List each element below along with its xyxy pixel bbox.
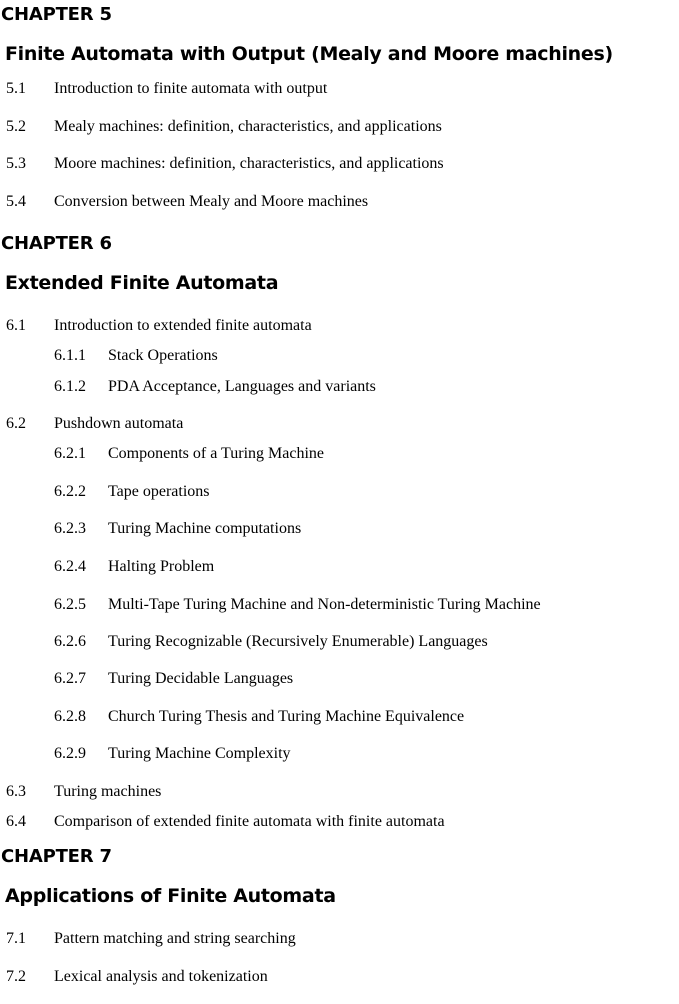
section-title: Comparison of extended finite automata with finite automata bbox=[54, 813, 445, 830]
chapter-heading: CHAPTER 5 bbox=[1, 4, 112, 25]
section-title: Mealy machines: definition, characteristics, and applications bbox=[54, 118, 442, 135]
chapter-heading: CHAPTER 7 bbox=[1, 846, 112, 867]
section-title: Lexical analysis and tokenization bbox=[54, 968, 268, 985]
subsection-title: Turing Recognizable (Recursively Enumerable) Languages bbox=[108, 633, 488, 650]
subsection-number: 6.2.6 bbox=[54, 633, 86, 650]
subsection-title: Multi-Tape Turing Machine and Non-deterministic Turing Machine bbox=[108, 596, 541, 613]
subsection-title: Tape operations bbox=[108, 483, 210, 500]
subsection-title: Components of a Turing Machine bbox=[108, 445, 324, 462]
subsection-number: 6.2.4 bbox=[54, 558, 86, 575]
subsection-number: 6.2.8 bbox=[54, 708, 86, 725]
section-number: 5.4 bbox=[6, 193, 26, 210]
subsection-number: 6.2.1 bbox=[54, 445, 86, 462]
section-title: Introduction to extended finite automata bbox=[54, 317, 312, 334]
section-title: Pattern matching and string searching bbox=[54, 930, 296, 947]
subsection-title: Halting Problem bbox=[108, 558, 215, 575]
section-number: 7.2 bbox=[6, 968, 26, 985]
section-title: Pushdown automata bbox=[54, 415, 184, 432]
section-number: 6.3 bbox=[6, 783, 26, 800]
section-number: 5.1 bbox=[6, 80, 26, 97]
chapter-title: Finite Automata with Output (Mealy and Moore machines) bbox=[5, 43, 613, 65]
subsection-number: 6.1.2 bbox=[54, 378, 86, 395]
section-number: 7.1 bbox=[6, 930, 26, 947]
subsection-number: 6.2.5 bbox=[54, 596, 86, 613]
subsection-title: PDA Acceptance, Languages and variants bbox=[108, 378, 376, 395]
chapter-heading: CHAPTER 6 bbox=[1, 233, 112, 254]
chapter-title: Applications of Finite Automata bbox=[5, 885, 336, 907]
subsection-number: 6.2.3 bbox=[54, 520, 86, 537]
subsection-number: 6.2.7 bbox=[54, 670, 86, 687]
section-title: Moore machines: definition, characteristics, and applications bbox=[54, 155, 444, 172]
section-number: 6.2 bbox=[6, 415, 26, 432]
subsection-number: 6.2.2 bbox=[54, 483, 86, 500]
section-title: Turing machines bbox=[54, 783, 162, 800]
chapter-title: Extended Finite Automata bbox=[5, 272, 279, 294]
section-number: 6.1 bbox=[6, 317, 26, 334]
section-number: 5.2 bbox=[6, 118, 26, 135]
subsection-title: Turing Decidable Languages bbox=[108, 670, 294, 687]
section-number: 5.3 bbox=[6, 155, 26, 172]
subsection-title: Turing Machine Complexity bbox=[108, 745, 291, 762]
section-title: Conversion between Mealy and Moore machines bbox=[54, 193, 369, 210]
subsection-title: Church Turing Thesis and Turing Machine Equivalence bbox=[108, 708, 465, 725]
section-number: 6.4 bbox=[6, 813, 26, 830]
subsection-number: 6.1.1 bbox=[54, 347, 86, 364]
subsection-number: 6.2.9 bbox=[54, 745, 86, 762]
subsection-title: Turing Machine computations bbox=[108, 520, 302, 537]
section-title: Introduction to finite automata with output bbox=[54, 80, 328, 97]
subsection-title: Stack Operations bbox=[108, 347, 218, 364]
